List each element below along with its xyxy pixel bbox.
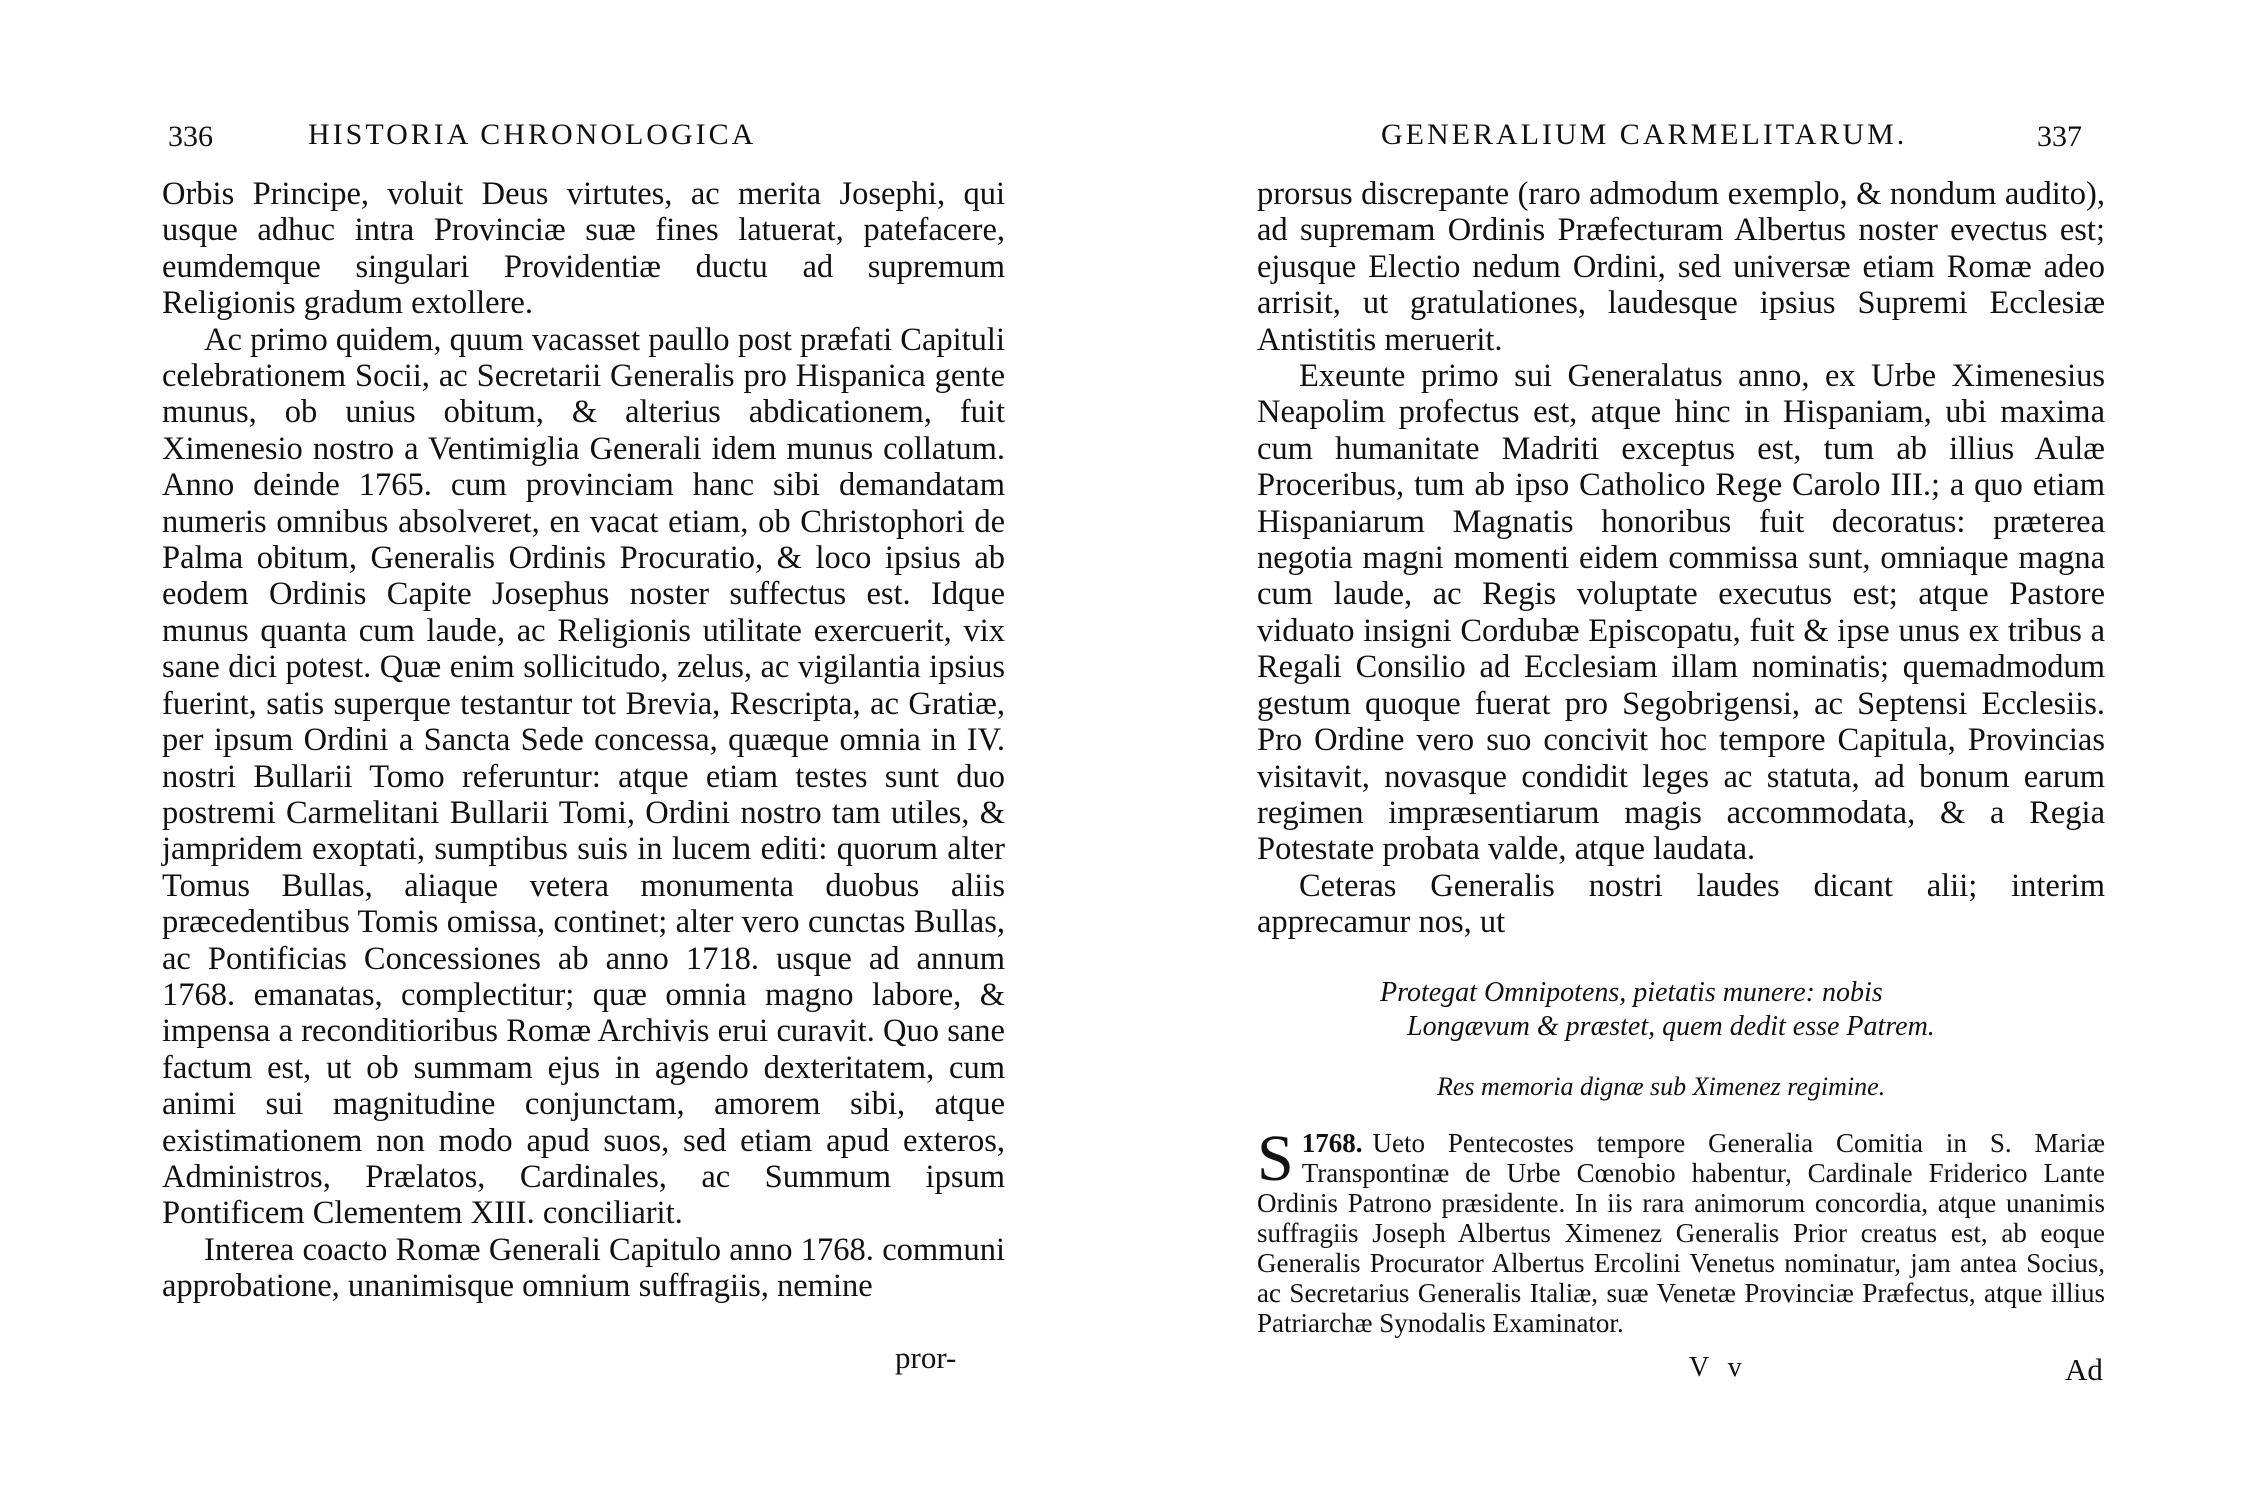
page-number: 337: [2037, 120, 2082, 153]
paragraph: Orbis Principe, voluit Deus virtutes, ac merita Josephi, qui usque adhuc intra Provinciæ suæ fines latuerat, patefacere, eumdemque singulari Providentiæ ductu ad supremum Religionis gradum extollere.: [162, 176, 1005, 322]
running-head: GENERALIUM CARMELITARUM.: [1381, 118, 1908, 151]
paragraph: Ceteras Generalis nostri laudes dicant alii; interim apprecamur nos, ut: [1257, 867, 2105, 941]
body-text: [1257, 176, 2105, 941]
paragraph: Ac primo quidem, quum vacasset paullo post præfati Capituli celebrationem Socii, ac Secretarii Generalis pro Hispanica gente munus, ob unius obitum, & alterius abdicationem, fuit Ximenesio nostro a Ventimiglia Generali idem munus collatum. Anno deinde 1765. cum provinciam hanc sibi demandatam numeris omnibus absolveret, en vacat etiam, ob Christophori de Palma obitum, Generalis Ordinis Procuratio, & loco ipsius ab eodem Ordinis Capite Josephus noster suffectus est. Idque munus quanta cum laude, ac Religionis utilitate exercuerit, vix sane dici potest. Quæ enim sollicitudo, zelus, ac vigilantia ipsius fuerint, satis superque testantur tot Brevia, Rescripta, ac Gratiæ, per ipsum Ordini a Sancta Sede concessa, quæque omnia in IV. nostri Bullarii Tomo referuntur: atque etiam testes sunt duo postremi Carmelitani Bullarii Tomi, Ordini nostro tam utiles, & jampridem exoptati, sumptibus suis in lucem editi: quorum alter Tomus Bullas, aliaque vetera monumenta duobus aliis præcedentibus Tomis omissa, continet; alter vero cunctas Bullas, ac Pontificias Concessiones ab anno 1718. usque ad annum 1768. emanatas, complectitur; quæ omnia magno labore, & impensa a reconditioribus Romæ Archivis erui curavit. Quo sane factum est, ut ob summam ejus in agendo dexteritatem, cum animi sui magnitudine conjunctam, amorem sibi, atque existimationem non modo apud suos, sed etiam apud exteros, Administros, Prælatos, Cardinales, ac Summum ipsum Pontificem Clementem XIII. conciliarit.: [162, 321, 1005, 1232]
catchword: Ad: [2065, 1352, 2103, 1387]
page-number: 336: [168, 120, 213, 153]
section-heading: Res memoria dignæ sub Ximenez regimine.: [1437, 1072, 1886, 1101]
right-page: [1125, 0, 2250, 1501]
drop-cap: S: [1257, 1122, 1294, 1195]
signature-mark: V v: [1689, 1352, 1748, 1383]
running-head: HISTORIA CHRONOLOGICA: [308, 118, 757, 151]
verse-line: Longævum & præstet, quem dedit esse Patrem.: [1407, 1011, 1935, 1042]
paragraph: prorsus discrepante (raro admodum exemplo, & nondum audito), ad supremam Ordinis Præfecturam Albertus noster evectus est; ejusque Electio nedum Ordini, sed universæ etiam Romæ adeo arrisit, ut gratulationes, laudesque ipsius Supremi Ecclesiæ Antistitis meruerit.: [1257, 176, 2105, 358]
paragraph: Exeunte primo sui Generalatus anno, ex Urbe Ximenesius Neapolim profectus est, atque hinc in Hispaniam, ubi maxima cum humanitate Madriti exceptus est, tum ab illius Aulæ Proceribus, tum ab ipso Catholico Rege Carolo III.; a quo etiam Hispaniarum Magnatis honoribus fuit decoratus: præterea negotia magni momenti eidem commissa sunt, omniaque magna cum laude, ac Regis voluptate executus est; atque Pastore viduato insigni Cordubæ Episcopatu, fuit & ipse unus ex tribus a Regali Consilio ad Ecclesiam illam nominatis; quemadmodum gestum quoque fuerat pro Segobrigensi, ac Septensi Ecclesiis. Pro Ordine vero suo concivit hoc tempore Capitula, Provincias visitavit, novasque condidit leges ac statuta, ad bonum earum regimen impræsentiarum magis accommodata, & a Regia Potestate probata valde, atque laudata.: [1257, 358, 2105, 868]
paragraph: Interea coacto Romæ Generali Capitulo anno 1768. communi approbatione, unanimisque omnium suffragiis, nemine: [162, 1231, 1005, 1305]
entry-year: 1768.: [1301, 1128, 1363, 1158]
chronicle-entry: [1257, 1122, 2105, 1338]
catchword: pror-: [895, 1340, 957, 1375]
body-text: [162, 176, 1005, 1305]
verse-line: Protegat Omnipotens, pietatis munere: nobis: [1380, 977, 1883, 1008]
entry-text: Ueto Pentecostes tempore Generalia Comitia in S. Mariæ Transpontinæ de Urbe Cœnobio habentur, Cardinale Friderico Lante Ordinis Patrono præsidente. In iis rara animorum concordia, atque unanimis suffragiis Joseph Albertus Ximenez Generalis Prior creatus est, ab eoque Generalis Procurator Albertus Ercolini Venetus nominatur, jam antea Socius, ac Secretarius Generalis Italiæ, suæ Venetæ Provinciæ Præfectus, atque illius Patriarchæ Synodalis Examinator.: [1257, 1128, 2105, 1338]
